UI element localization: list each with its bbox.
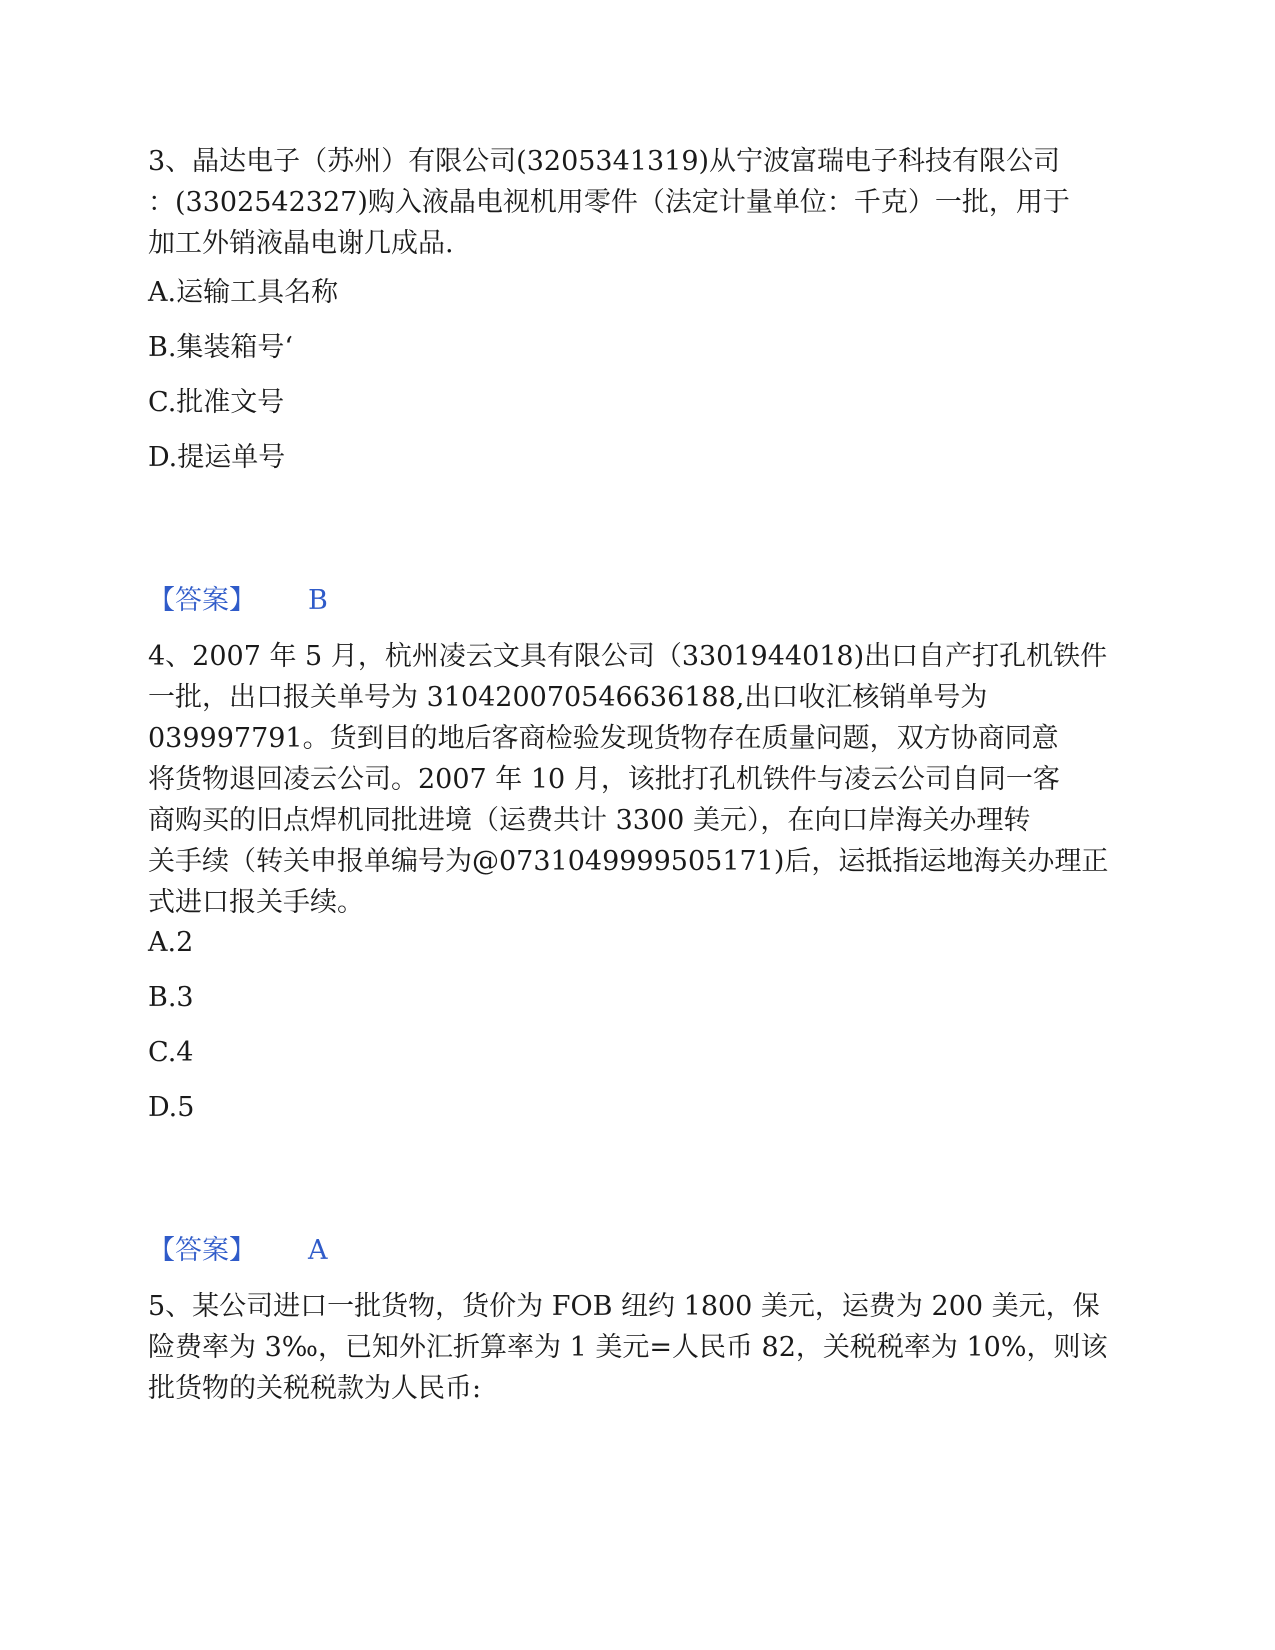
question-line: 将货物退回凌云公司。2007 年 10 月，该批打孔机铁件与凌云公司自同一客 xyxy=(148,764,1060,795)
question-4-text xyxy=(148,636,1128,923)
answer-3 xyxy=(148,584,328,618)
option-b: B.集装箱号‘ xyxy=(148,332,294,363)
answer-value: B xyxy=(308,585,328,616)
question-line: 4、2007 年 5 月，杭州凌云文具有限公司（3301944018)出口自产打孔机铁件 xyxy=(148,641,1108,672)
answer-value: A xyxy=(308,1235,328,1266)
option-a: A.运输工具名称 xyxy=(148,277,339,308)
question-line: 加工外销液晶电谢几成品. xyxy=(148,228,454,259)
answer-label: 【答案】 xyxy=(148,1235,256,1266)
answer-4 xyxy=(148,1234,328,1268)
question-line: 险费率为 3‰，已知外汇折算率为 1 美元=人民币 82，关税税率为 10%，则该 xyxy=(148,1332,1108,1363)
question-line: 5、某公司进口一批货物，货价为 FOB 纽约 1800 美元，运费为 200 美元，保 xyxy=(148,1291,1100,1322)
option-c: C.4 xyxy=(148,1037,194,1068)
option-d: D.提运单号 xyxy=(148,442,286,473)
option-d: D.5 xyxy=(148,1092,195,1123)
question-3-options xyxy=(148,276,1128,475)
question-line: ：(3302542327)购入液晶电视机用零件（法定计量单位：千克）一批，用于 xyxy=(148,187,1070,218)
question-line: 关手续（转关申报单编号为@0731049999505171)后，运抵指运地海关办理正 xyxy=(148,846,1109,877)
question-5-text xyxy=(148,1286,1128,1409)
question-line: 3、晶达电子（苏州）有限公司(3205341319)从宁波富瑞电子科技有限公司 xyxy=(148,146,1061,177)
question-line: 039997791。货到目的地后客商检验发现货物存在质量问题，双方协商同意 xyxy=(148,723,1059,754)
question-line: 一批，出口报关单号为 310420070546636188,出口收汇核销单号为 xyxy=(148,682,988,713)
option-b: B.3 xyxy=(148,982,194,1013)
question-line: 批货物的关税税款为人民币: xyxy=(148,1373,482,1404)
option-c: C.批准文号 xyxy=(148,387,285,418)
answer-label: 【答案】 xyxy=(148,585,256,616)
question-line: 式进口报关手续。 xyxy=(148,887,364,918)
question-4-options xyxy=(148,926,1128,1125)
option-a: A.2 xyxy=(148,927,194,958)
question-3-text xyxy=(148,141,1128,264)
question-line: 商购买的旧点焊机同批进境（运费共计 3300 美元），在向口岸海关办理转 xyxy=(148,805,1031,836)
